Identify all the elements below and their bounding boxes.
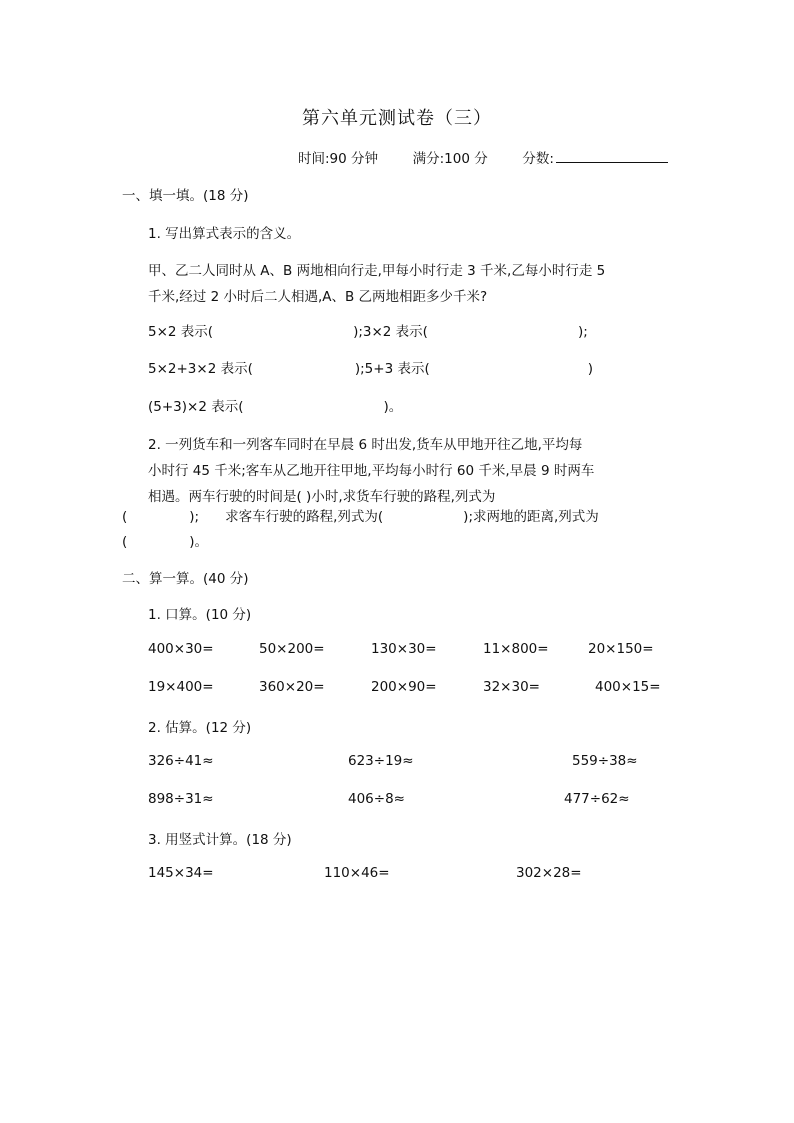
- page-title: 第六单元测试卷（三）: [302, 108, 492, 129]
- vertical-calc-item: 145×34=: [148, 865, 214, 881]
- section1-heading: 一、填一填。(18 分): [122, 188, 249, 204]
- mental-item: 400×30=: [148, 641, 214, 657]
- mental-item: 20×150=: [588, 641, 654, 657]
- calc-q2-label: 2. 估算。(12 分): [148, 720, 252, 736]
- q2-line4d: );求两地的距离,列式为: [463, 509, 599, 525]
- time-limit: 时间:90 分钟: [298, 151, 379, 167]
- q2-line4a: (: [122, 509, 128, 525]
- mental-item: 200×90=: [371, 679, 437, 695]
- q1-blank-row-c: [148, 395, 402, 415]
- q2-line5: [122, 530, 208, 550]
- blank-c2: )。: [383, 399, 403, 415]
- full-score: 满分:100 分: [412, 151, 488, 167]
- q1-blank-row-b: [148, 357, 593, 377]
- estimate-item: 623÷19≈: [348, 753, 414, 769]
- calc-q1-label: 1. 口算。(10 分): [148, 607, 252, 623]
- estimate-item: 406÷8≈: [348, 791, 405, 807]
- mental-item: 50×200=: [259, 641, 325, 657]
- q1-text-line1: 甲、乙二人同时从 A、B 两地相向行走,甲每小时行走 3 千米,乙每小时行走 5: [148, 263, 606, 279]
- q1-label: 1. 写出算式表示的含义。: [148, 226, 301, 242]
- q1-blank-row-a: [148, 320, 588, 340]
- q2-line4c: 求客车行驶的路程,列式为(: [225, 509, 384, 525]
- blank-b3: ): [587, 361, 594, 377]
- estimate-item: 898÷31≈: [148, 791, 214, 807]
- q2-line3: 相遇。两车行驶的时间是( )小时,求货车行驶的路程,列式为: [148, 489, 496, 505]
- score-label: 分数:: [522, 151, 554, 167]
- vertical-calc-item: 302×28=: [516, 865, 582, 881]
- mental-item: 11×800=: [483, 641, 549, 657]
- vertical-calc-item: 110×46=: [324, 865, 390, 881]
- blank-a1: 5×2 表示(: [148, 324, 214, 340]
- q2-line2: 小时行 45 千米;客车从乙地开往甲地,平均每小时行 60 千米,早晨 9 时两车: [148, 463, 595, 479]
- calc-q3-label: 3. 用竖式计算。(18 分): [148, 832, 292, 848]
- mental-item: 19×400=: [148, 679, 214, 695]
- blank-a3: );: [577, 324, 588, 340]
- q2-line4: [122, 505, 599, 525]
- q2-line5a: (: [122, 534, 128, 550]
- mental-item: 400×15=: [595, 679, 661, 695]
- estimate-item: 559÷38≈: [572, 753, 638, 769]
- q2-line4b: );: [189, 509, 200, 525]
- blank-c1: (5+3)×2 表示(: [148, 399, 244, 415]
- q1-text-line2: 千米,经过 2 小时后二人相遇,A、B 乙两地相距多少千米?: [148, 289, 488, 305]
- section2-heading: 二、算一算。(40 分): [122, 571, 249, 587]
- blank-b1: 5×2+3×2 表示(: [148, 361, 253, 377]
- q2-line5b: )。: [189, 534, 209, 550]
- blank-a2: );3×2 表示(: [353, 324, 428, 340]
- mental-item: 360×20=: [259, 679, 325, 695]
- mental-item: 130×30=: [371, 641, 437, 657]
- estimate-item: 326÷41≈: [148, 753, 214, 769]
- q2-line1: 2. 一列货车和一列客车同时在早晨 6 时出发,货车从甲地开往乙地,平均每: [148, 437, 583, 453]
- score-blank[interactable]: [556, 150, 668, 163]
- estimate-item: 477÷62≈: [564, 791, 630, 807]
- mental-item: 32×30=: [483, 679, 540, 695]
- blank-b2: );5+3 表示(: [354, 361, 430, 377]
- exam-meta: [298, 147, 668, 167]
